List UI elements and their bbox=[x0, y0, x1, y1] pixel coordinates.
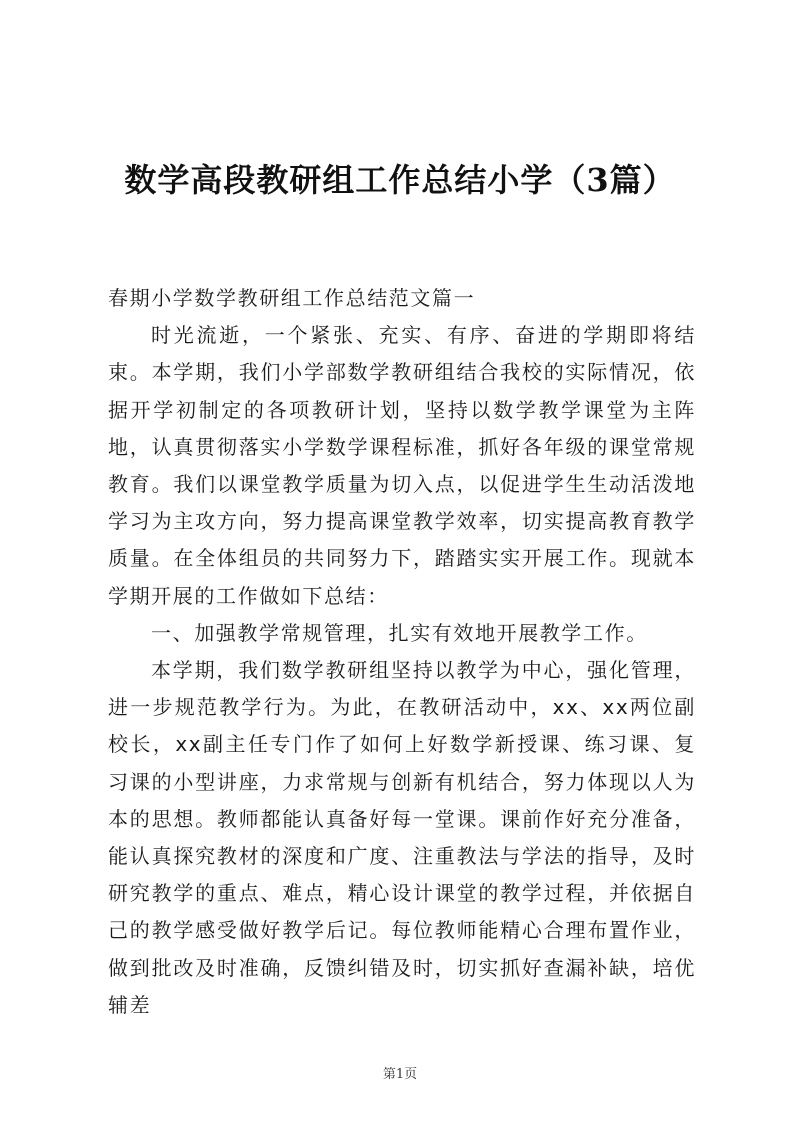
document-body bbox=[108, 280, 696, 1024]
paragraph-intro: 时光流逝，一个紧张、充实、有序、奋进的学期即将结束。本学期，我们小学部数学教研组结合我校的实际情况，依据开学初制定的各项教研计划，坚持以数学教学课堂为主阵地，认真贯彻落实小学数学课程标准，抓好各年级的课堂常规教育。我们以课堂教学质量为切入点，以促进学生生动活泼地学习为主攻方向，努力提高课堂教学效率，切实提高教育教学质量。在全体组员的共同努力下，踏踏实实开展工作。现就本学期开展的工作做如下总结： bbox=[108, 323, 696, 608]
section-heading: 春期小学数学教研组工作总结范文篇一 bbox=[108, 286, 476, 310]
page-title: 数学高段教研组工作总结小学（3篇） bbox=[124, 161, 676, 199]
paragraph-teaching-management: 本学期，我们数学教研组坚持以教学为中心，强化管理，进一步规范教学行为。为此，在教研活动中，xx、xx两位副校长，xx副主任专门作了如何上好数学新授课、练习课、复习课的小型讲座，力求常规与创新有机结合，努力体现以人为本的思想。教师都能认真备好每一堂课。课前作好充分准备，能认真探究教材的深度和广度、注重教法与学法的指导，及时研究教学的重点、难点，精心设计课堂的教学过程，并依据自己的教学感受做好教学后记。每位教师能精心合理布置作业，做到批改及时准确，反馈纠错及时，切实抓好查漏补缺，培优辅差 bbox=[108, 658, 696, 1017]
page-number: 第1页 bbox=[382, 1067, 418, 1082]
paragraph-subheading: 一、加强教学常规管理，扎实有效地开展教学工作。 bbox=[151, 620, 648, 645]
